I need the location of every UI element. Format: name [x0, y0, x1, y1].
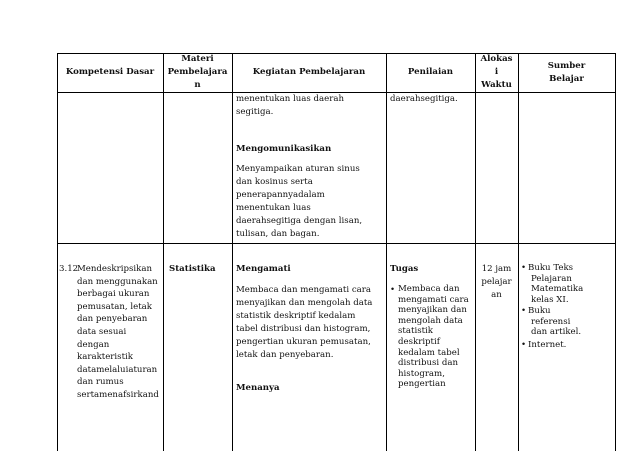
row2-kd-text: Mendeskripsikan dan menggunakan berbagai ukuran pemusatan, letak dan penyebaran data sesuai dengan karakteristik datamelaluiaturan dan rumus sertamenafsirkand — [77, 264, 159, 400]
row2-sumber-item-2: • Buku referensi dan artikel. — [521, 306, 582, 338]
row2-mengamati-text: Membaca dan mengamati cara menyajikan dan mengolah data statistik deskriptif kedalam tabel distribusi dan histogram, pengertian ukuran pemusatan, letak dan penyebaran. — [236, 285, 373, 360]
header-penilaian: Penilaian — [407, 67, 454, 77]
col-line-right — [615, 53, 616, 451]
bullet-icon: • — [521, 306, 527, 316]
col-line-4 — [475, 53, 476, 451]
header-alokasi-waktu: Alokas i Waktu — [480, 54, 513, 90]
row2-penilaian-bullet: • — [390, 285, 396, 295]
header-materi: Materi Pembelajara n — [167, 54, 228, 90]
col-line-1 — [163, 53, 164, 451]
row2-kd-number: 3.12 — [59, 264, 79, 274]
row1-mengomunikasikan-text: Menyampaikan aturan sinus dan kosinus serta penerapannyadalam menentukan luas daerahsegitiga dengan lisan, tulisan, dan bagan. — [236, 164, 363, 239]
row2-mengamati-heading: Mengamati — [236, 264, 291, 274]
header-sumber-belajar: Sumber Belajar — [547, 61, 586, 84]
row1-kegiatan-text: menentukan luas daerah segitiga. — [236, 94, 345, 117]
header-kompetensi-dasar: Kompetensi Dasar — [65, 67, 155, 77]
col-line-5 — [518, 53, 519, 451]
bullet-icon: • — [521, 263, 527, 273]
table-row-divider — [57, 243, 615, 244]
col-line-2 — [232, 53, 233, 451]
row2-materi: Statistika — [169, 264, 216, 274]
table-border-top — [57, 53, 615, 54]
bullet-icon: • — [521, 340, 527, 350]
row2-sumber-item-1: • Buku Teks Pelajaran Matematika kelas XI. — [521, 263, 584, 305]
col-line-3 — [386, 53, 387, 451]
header-kegiatan: Kegiatan Pembelajaran — [252, 67, 366, 77]
row2-alokasi-waktu: 12 jam pelajar an — [481, 264, 512, 300]
col-line-left — [57, 53, 58, 451]
row2-penilaian-text: Membaca dan mengamati cara menyajikan dan mengolah data statistik deskriptif kedalam tabel distribusi dan histogram, pengertian — [398, 284, 469, 390]
row1-mengomunikasikan-heading: Mengomunikasikan — [236, 144, 332, 154]
row2-sumber-item-3: • Internet. — [521, 340, 567, 350]
row1-penilaian-text: daerahsegitiga. — [390, 94, 458, 104]
row2-menanya-heading: Menanya — [236, 383, 280, 393]
row2-tugas-heading: Tugas — [390, 264, 419, 274]
